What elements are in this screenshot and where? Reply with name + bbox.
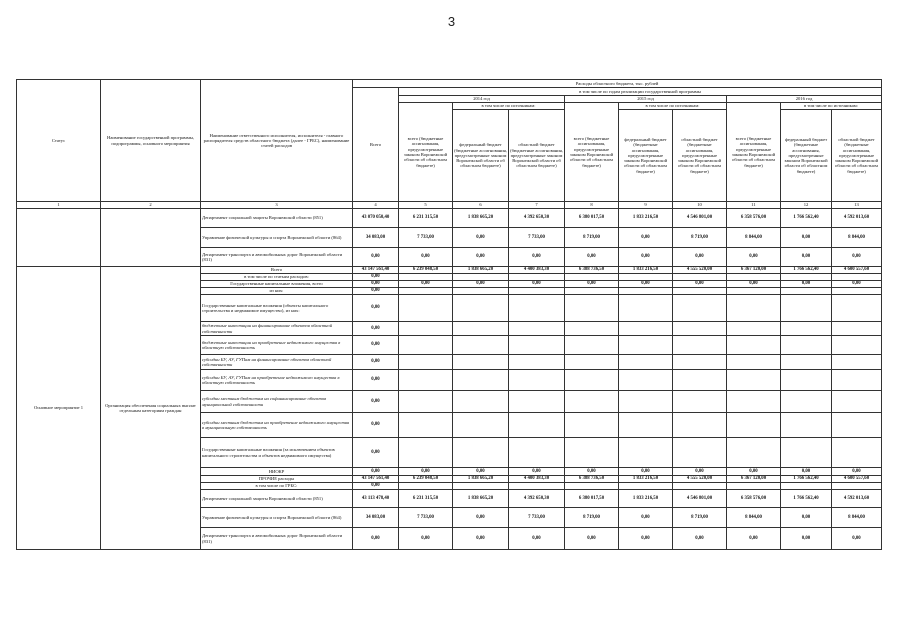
value-cell: 8 844,00: [727, 228, 781, 248]
row-label: субсидии БУ, АУ, ГУПам на приобретение недвижимого имущества в областную собственность: [201, 370, 353, 391]
value-cell: 0,00: [781, 228, 832, 248]
value-cell: [619, 370, 673, 391]
value-cell: [399, 274, 453, 281]
regional-header: областной бюджет (бюджетные ассигнования, предусмотренные законом Воронежской области об областном бюджете): [673, 110, 727, 202]
value-cell: 6 239 048,50: [399, 476, 453, 483]
table-row: [17, 209, 882, 228]
value-cell: 7 733,00: [509, 508, 565, 528]
expenses-title: Расходы областного бюджета, тыс. рублей: [353, 80, 882, 88]
value-cell: 1 833 216,50: [619, 267, 673, 274]
value-cell: [832, 355, 882, 370]
value-cell: 4 392 650,30: [509, 209, 565, 228]
row-label: Государственные капитальные вложения (за исключением объектов капитального строительства и объектов недвижимого имущества): [201, 438, 353, 468]
value-cell: 0,00: [673, 248, 727, 267]
value-cell: [781, 391, 832, 413]
value-cell: 0,00: [781, 508, 832, 528]
value-cell: 1 838 665,20: [453, 209, 509, 228]
value-cell: [565, 438, 619, 468]
value-cell: 0,00: [781, 528, 832, 550]
value-cell: 0,00: [353, 288, 399, 295]
regional-header: областной бюджет (бюджетные ассигнования, предусмотренные законом Воронежской области об областном бюджете): [832, 110, 882, 202]
value-cell: 0,00: [353, 468, 399, 476]
value-cell: 43 113 478,40: [353, 490, 399, 508]
row-label: субсидии местным бюджетам на софинансирование объектов муниципальной собственности: [201, 391, 353, 413]
column-number: 10: [673, 202, 727, 209]
value-cell: [453, 438, 509, 468]
value-cell: 4 555 520,00: [673, 267, 727, 274]
value-cell: 0,00: [619, 248, 673, 267]
value-cell: 0,00: [453, 248, 509, 267]
value-cell: [727, 274, 781, 281]
row-label: Департамент транспорта и автомобильных дорог Воронежской области (831): [201, 248, 353, 267]
row-label: Департамент социальной защиты Воронежской области (851): [201, 209, 353, 228]
value-cell: [399, 288, 453, 295]
value-cell: [673, 413, 727, 438]
value-cell: [565, 295, 619, 322]
value-cell: [727, 391, 781, 413]
value-cell: [619, 413, 673, 438]
value-cell: [509, 370, 565, 391]
value-cell: [832, 483, 882, 490]
value-cell: 7 733,00: [509, 228, 565, 248]
value-cell: 0,00: [509, 248, 565, 267]
value-cell: 6 380 017,50: [565, 209, 619, 228]
row-label: в том числе по статьям расходов:: [201, 274, 353, 281]
value-cell: [509, 322, 565, 336]
value-cell: 0,00: [673, 281, 727, 288]
value-cell: 4 400 383,30: [509, 476, 565, 483]
value-cell: 0,00: [781, 468, 832, 476]
value-cell: [509, 295, 565, 322]
table-row: [17, 80, 882, 88]
column-number: 11: [727, 202, 781, 209]
row-label: Всего: [201, 267, 353, 274]
value-cell: [673, 391, 727, 413]
value-cell: [673, 483, 727, 490]
value-cell: [781, 355, 832, 370]
value-cell: 0,00: [727, 281, 781, 288]
value-cell: [673, 370, 727, 391]
value-cell: 0,00: [353, 528, 399, 550]
federal-header: федеральный бюджет (бюджетные ассигнования, предусмотренные законом Воронежской области об областном бюджете): [619, 110, 673, 202]
value-cell: 0,00: [453, 468, 509, 476]
value-cell: [565, 288, 619, 295]
value-cell: 0,00: [673, 528, 727, 550]
value-cell: 0,00: [353, 438, 399, 468]
value-cell: 0,00: [453, 228, 509, 248]
value-cell: 4 400 383,30: [509, 267, 565, 274]
value-cell: 0,00: [453, 508, 509, 528]
value-cell: 0,00: [399, 468, 453, 476]
value-cell: [832, 370, 882, 391]
value-cell: [399, 336, 453, 355]
value-cell: [565, 413, 619, 438]
value-cell: [509, 483, 565, 490]
value-cell: [673, 438, 727, 468]
value-cell: [781, 274, 832, 281]
value-cell: [832, 274, 882, 281]
value-cell: [727, 295, 781, 322]
value-cell: [832, 391, 882, 413]
value-cell: 0,00: [353, 483, 399, 490]
column-number: 13: [832, 202, 882, 209]
value-cell: [619, 322, 673, 336]
value-cell: 0,00: [727, 468, 781, 476]
value-cell: [565, 274, 619, 281]
federal-header: федеральный бюджет (бюджетные ассигнования, предусмотренные законом Воронежской области об областном бюджете): [781, 110, 832, 202]
row-label: субсидии местным бюджетам на приобретение недвижимого имущества в муниципальную собственность: [201, 413, 353, 438]
value-cell: 0,00: [619, 468, 673, 476]
value-cell: 1 838 665,20: [453, 476, 509, 483]
year-header: 2015 год: [565, 96, 727, 103]
column-number: 6: [453, 202, 509, 209]
value-cell: [509, 438, 565, 468]
value-cell: [832, 438, 882, 468]
value-cell: [781, 336, 832, 355]
value-cell: [727, 336, 781, 355]
value-cell: 0,00: [565, 528, 619, 550]
row-label: субсидии БУ, АУ, ГУПам на финансирование объектов областной собственности: [201, 355, 353, 370]
value-cell: [832, 336, 882, 355]
value-cell: [399, 483, 453, 490]
value-cell: [619, 336, 673, 355]
value-cell: 6 231 315,50: [399, 209, 453, 228]
value-cell: 4 592 013,60: [832, 490, 882, 508]
all-budget-header: всего (бюджетные ассигнования, предусмотренные законом Воронежской области об областном бюджете): [565, 103, 619, 202]
value-cell: 0,00: [727, 248, 781, 267]
value-cell: [673, 355, 727, 370]
value-cell: [399, 355, 453, 370]
row-label: ПРОЧИЕ расходы: [201, 476, 353, 483]
value-cell: 0,00: [565, 468, 619, 476]
column-number: 9: [619, 202, 673, 209]
value-cell: [453, 322, 509, 336]
value-cell: 43 147 561,40: [353, 476, 399, 483]
value-cell: 1 833 216,50: [619, 490, 673, 508]
value-cell: [399, 438, 453, 468]
value-cell: [727, 370, 781, 391]
value-cell: 0,00: [399, 281, 453, 288]
column-number: 12: [781, 202, 832, 209]
value-cell: [453, 370, 509, 391]
value-cell: 0,00: [832, 468, 882, 476]
blank-cell: [101, 209, 201, 267]
value-cell: 43 147 561,40: [353, 267, 399, 274]
value-cell: 0,00: [781, 281, 832, 288]
column-number: 2: [101, 202, 201, 209]
value-cell: 0,00: [353, 355, 399, 370]
total-header: Всего: [353, 88, 399, 202]
value-cell: [565, 355, 619, 370]
blank-cell: [17, 209, 101, 267]
value-cell: [781, 288, 832, 295]
value-cell: [565, 483, 619, 490]
value-cell: 1 766 562,40: [781, 476, 832, 483]
value-cell: 0,00: [353, 391, 399, 413]
value-cell: [453, 483, 509, 490]
row-label: в том числе по ГРБС:: [201, 483, 353, 490]
column-number: 7: [509, 202, 565, 209]
value-cell: 0,00: [509, 528, 565, 550]
row-label: Государственные капитальные вложения, всего: [201, 281, 353, 288]
value-cell: 0,00: [509, 468, 565, 476]
value-cell: [399, 295, 453, 322]
value-cell: 1 838 665,20: [453, 490, 509, 508]
value-cell: 0,00: [353, 322, 399, 336]
row-label: Управление физической культуры и спорта Воронежской области (864): [201, 228, 353, 248]
value-cell: 0,00: [565, 248, 619, 267]
value-cell: [727, 438, 781, 468]
value-cell: [832, 322, 882, 336]
value-cell: 0,00: [353, 336, 399, 355]
value-cell: [509, 274, 565, 281]
column-number: 1: [17, 202, 101, 209]
value-cell: 0,00: [832, 528, 882, 550]
value-cell: [619, 274, 673, 281]
value-cell: 0,00: [673, 468, 727, 476]
value-cell: [781, 438, 832, 468]
value-cell: [399, 413, 453, 438]
value-cell: 8 844,00: [832, 508, 882, 528]
value-cell: 0,00: [399, 528, 453, 550]
value-cell: 8 719,00: [673, 508, 727, 528]
value-cell: 0,00: [619, 528, 673, 550]
expenses-table: [16, 79, 882, 550]
value-cell: 0,00: [353, 281, 399, 288]
value-cell: 6 231 315,50: [399, 490, 453, 508]
row-label: Департамент транспорта и автомобильных дорог Воронежской области (831): [201, 528, 353, 550]
table-row: [17, 202, 882, 209]
column-number: 8: [565, 202, 619, 209]
value-cell: 0,00: [619, 281, 673, 288]
column-number: 3: [201, 202, 353, 209]
row-label: бюджетные инвестиции на финансирование объектов областной собственности: [201, 322, 353, 336]
by-source-header: в том числе по источникам:: [453, 103, 565, 110]
value-cell: [619, 355, 673, 370]
value-cell: [832, 288, 882, 295]
value-cell: [727, 322, 781, 336]
page-number: 3: [447, 14, 456, 29]
value-cell: 8 719,00: [565, 508, 619, 528]
table-row: [17, 267, 882, 274]
value-cell: [673, 288, 727, 295]
value-cell: [781, 483, 832, 490]
value-cell: 0,00: [619, 508, 673, 528]
value-cell: [453, 274, 509, 281]
value-cell: [781, 413, 832, 438]
value-cell: [619, 391, 673, 413]
value-cell: 4 546 801,00: [673, 490, 727, 508]
value-cell: 4 392 650,30: [509, 490, 565, 508]
by-source-header: в том числе по источникам:: [619, 103, 727, 110]
value-cell: [509, 355, 565, 370]
year-header: 2016 год: [727, 96, 882, 103]
value-cell: 0,00: [353, 295, 399, 322]
row-label: Департамент социальной защиты Воронежской области (851): [201, 490, 353, 508]
value-cell: 8 844,00: [727, 508, 781, 528]
value-cell: 4 592 013,60: [832, 209, 882, 228]
value-cell: [781, 295, 832, 322]
column-number: 5: [399, 202, 453, 209]
value-cell: [453, 355, 509, 370]
value-cell: [619, 288, 673, 295]
row-label: бюджетные инвестиции на приобретение недвижимого имущества в областную собственность: [201, 336, 353, 355]
value-cell: 0,00: [781, 248, 832, 267]
value-cell: 8 719,00: [565, 228, 619, 248]
value-cell: [565, 336, 619, 355]
row-label: из них:: [201, 288, 353, 295]
value-cell: 34 083,00: [353, 508, 399, 528]
value-cell: 0,00: [353, 370, 399, 391]
value-cell: 6 367 120,00: [727, 267, 781, 274]
value-cell: 0,00: [353, 274, 399, 281]
value-cell: 4 600 557,60: [832, 476, 882, 483]
value-cell: [673, 295, 727, 322]
value-cell: 1 833 216,50: [619, 209, 673, 228]
value-cell: [509, 413, 565, 438]
value-cell: 1 833 216,50: [619, 476, 673, 483]
value-cell: [565, 391, 619, 413]
value-cell: 6 380 017,50: [565, 490, 619, 508]
value-cell: [453, 288, 509, 295]
value-cell: [619, 483, 673, 490]
value-cell: 0,00: [832, 248, 882, 267]
value-cell: 1 838 665,20: [453, 267, 509, 274]
value-cell: 6 358 576,00: [727, 490, 781, 508]
value-cell: 0,00: [619, 228, 673, 248]
value-cell: [673, 322, 727, 336]
value-cell: [727, 288, 781, 295]
value-cell: [399, 391, 453, 413]
value-cell: [453, 413, 509, 438]
value-cell: 4 555 520,00: [673, 476, 727, 483]
value-cell: 0,00: [565, 281, 619, 288]
value-cell: [673, 274, 727, 281]
column-number: 4: [353, 202, 399, 209]
value-cell: 7 733,00: [399, 228, 453, 248]
value-cell: [727, 355, 781, 370]
status-header: Статус: [17, 80, 101, 202]
by-source-header: в том числе по источникам:: [781, 103, 882, 110]
value-cell: 0,00: [453, 281, 509, 288]
value-cell: [453, 295, 509, 322]
value-cell: [509, 336, 565, 355]
value-cell: 8 719,00: [673, 228, 727, 248]
value-cell: [509, 391, 565, 413]
value-cell: [619, 295, 673, 322]
value-cell: [727, 483, 781, 490]
value-cell: 6 388 736,50: [565, 267, 619, 274]
value-cell: [619, 438, 673, 468]
value-cell: [399, 322, 453, 336]
value-cell: 6 358 576,00: [727, 209, 781, 228]
value-cell: 1 766 562,40: [781, 209, 832, 228]
value-cell: [832, 413, 882, 438]
value-cell: [509, 288, 565, 295]
value-cell: [832, 295, 882, 322]
years-title: в том числе по годам реализации государственной программы: [399, 88, 882, 96]
value-cell: [781, 322, 832, 336]
value-cell: 0,00: [509, 281, 565, 288]
regional-header: областной бюджет (бюджетные ассигнования, предусмотренные законом Воронежской области об областном бюджете): [509, 110, 565, 202]
federal-header: федеральный бюджет (бюджетные ассигнования, предусмотренные законом Воронежской области об областном бюджете): [453, 110, 509, 202]
value-cell: 0,00: [399, 248, 453, 267]
value-cell: 0,00: [453, 528, 509, 550]
value-cell: 6 239 048,50: [399, 267, 453, 274]
executor-header: Наименование ответственного исполнителя, исполнителя - главного распорядителя средств областного бюджета (далее - ГРБС), наименование статей расходов: [201, 80, 353, 202]
value-cell: 7 733,00: [399, 508, 453, 528]
value-cell: [399, 370, 453, 391]
value-cell: 0,00: [353, 413, 399, 438]
value-cell: [565, 322, 619, 336]
row-label: Управление физической культуры и спорта Воронежской области (864): [201, 508, 353, 528]
value-cell: 8 844,00: [832, 228, 882, 248]
all-budget-header: всего (бюджетные ассигнования, предусмотренные законом Воронежской области об областном бюджете): [399, 103, 453, 202]
value-cell: 0,00: [353, 248, 399, 267]
value-cell: 4 600 557,60: [832, 267, 882, 274]
value-cell: 0,00: [727, 528, 781, 550]
program-cell: Организация обеспечения социальных выплат отдельным категориям граждан: [101, 267, 201, 550]
value-cell: 1 766 562,40: [781, 490, 832, 508]
all-budget-header: всего (бюджетные ассигнования, предусмотренные законом Воронежской области об областном бюджете): [727, 103, 781, 202]
value-cell: 4 546 801,00: [673, 209, 727, 228]
value-cell: [453, 391, 509, 413]
value-cell: [453, 336, 509, 355]
value-cell: 6 367 120,00: [727, 476, 781, 483]
program-header: Наименование государственной программы, подпрограммы, основного мероприятия: [101, 80, 201, 202]
row-label: Государственные капитальные вложения (объекты капитального строительства и недвижимое имущество), из них:: [201, 295, 353, 322]
value-cell: 1 766 562,40: [781, 267, 832, 274]
value-cell: [781, 370, 832, 391]
year-header: 2014 год: [399, 96, 565, 103]
value-cell: [727, 413, 781, 438]
row-label: НИОКР: [201, 468, 353, 476]
value-cell: [565, 370, 619, 391]
status-cell: Основное мероприятие 1: [17, 267, 101, 550]
value-cell: 0,00: [832, 281, 882, 288]
value-cell: 6 388 736,50: [565, 476, 619, 483]
value-cell: [673, 336, 727, 355]
value-cell: 43 070 050,40: [353, 209, 399, 228]
value-cell: 34 083,00: [353, 228, 399, 248]
